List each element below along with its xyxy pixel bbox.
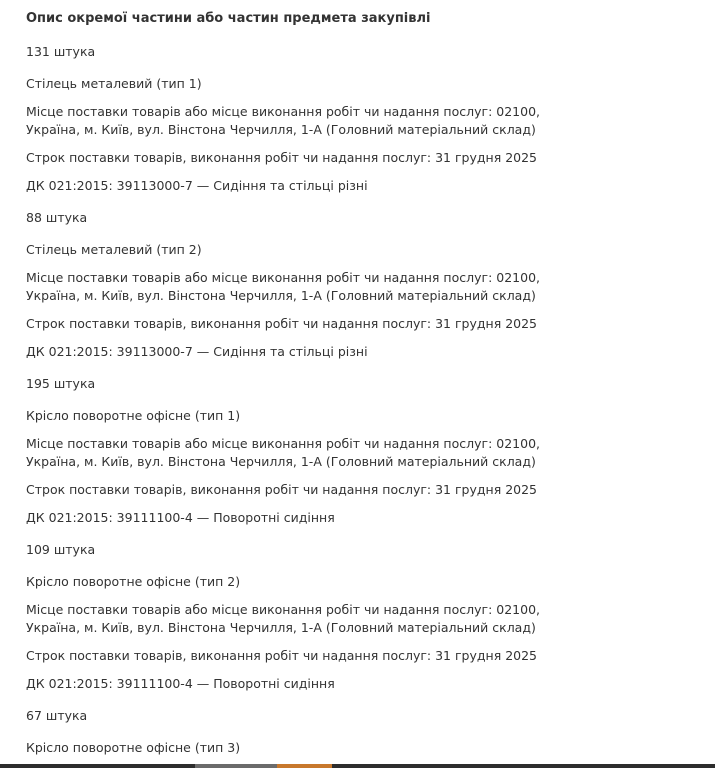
lot-item bbox=[26, 43, 626, 195]
lot-delivery-place: Місце поставки товарів або місце виконання робіт чи надання послуг: 02100, Україна, м. Київ, вул. Вінстона Черчилля, 1-А (Головний матеріальний склад) bbox=[26, 602, 540, 635]
lot-dk-code: ДК 021:2015: 39113000-7 — Сидіння та стільці різні bbox=[26, 344, 368, 359]
lot-name: Крісло поворотне офісне (тип 1) bbox=[26, 408, 241, 423]
lot-delivery-place: Місце поставки товарів або місце виконання робіт чи надання послуг: 02100, Україна, м. Київ, вул. Вінстона Черчилля, 1-А (Головний матеріальний склад) bbox=[26, 436, 540, 469]
lot-name: Крісло поворотне офісне (тип 2) bbox=[26, 574, 241, 589]
lot-quantity: 109 штука bbox=[26, 542, 96, 557]
lot-delivery-term: Строк поставки товарів, виконання робіт чи надання послуг: 31 грудня 2025 bbox=[26, 482, 538, 497]
lot-name: Стілець металевий (тип 2) bbox=[26, 242, 202, 257]
lot-item bbox=[26, 375, 626, 527]
lot-name: Стілець металевий (тип 1) bbox=[26, 76, 202, 91]
lot-quantity: 88 штука bbox=[26, 210, 88, 225]
lot-dk-code: ДК 021:2015: 39111100-4 — Поворотні сидіння bbox=[26, 676, 335, 691]
lot-delivery-term: Строк поставки товарів, виконання робіт чи надання послуг: 31 грудня 2025 bbox=[26, 316, 538, 331]
lot-dk-code: ДК 021:2015: 39113000-7 — Сидіння та стільці різні bbox=[26, 178, 368, 193]
lot-name: Крісло поворотне офісне (тип 3) bbox=[26, 740, 241, 755]
procurement-lots-section bbox=[26, 10, 626, 767]
lot-delivery-place: Місце поставки товарів або місце виконання робіт чи надання послуг: 02100, Україна, м. Київ, вул. Вінстона Черчилля, 1-А (Головний матеріальний склад) bbox=[26, 270, 540, 303]
lot-delivery-term: Строк поставки товарів, виконання робіт чи надання послуг: 31 грудня 2025 bbox=[26, 648, 538, 663]
lot-quantity: 67 штука bbox=[26, 708, 88, 723]
section-title: Опис окремої частини або частин предмета закупівлі bbox=[26, 11, 431, 26]
bottom-toolbar-strip bbox=[0, 764, 715, 768]
lot-item bbox=[26, 209, 626, 361]
lot-quantity: 195 штука bbox=[26, 376, 96, 391]
lot-delivery-place: Місце поставки товарів або місце виконання робіт чи надання послуг: 02100, Україна, м. Київ, вул. Вінстона Черчилля, 1-А (Головний матеріальний склад) bbox=[26, 104, 540, 137]
lot-item bbox=[26, 541, 626, 693]
lot-quantity: 131 штука bbox=[26, 44, 96, 59]
lot-item bbox=[26, 707, 626, 757]
lot-delivery-term: Строк поставки товарів, виконання робіт чи надання послуг: 31 грудня 2025 bbox=[26, 150, 538, 165]
toolbar-segment bbox=[195, 764, 277, 768]
lot-list bbox=[26, 43, 626, 757]
lot-dk-code: ДК 021:2015: 39111100-4 — Поворотні сидіння bbox=[26, 510, 335, 525]
toolbar-segment-active bbox=[277, 764, 332, 768]
